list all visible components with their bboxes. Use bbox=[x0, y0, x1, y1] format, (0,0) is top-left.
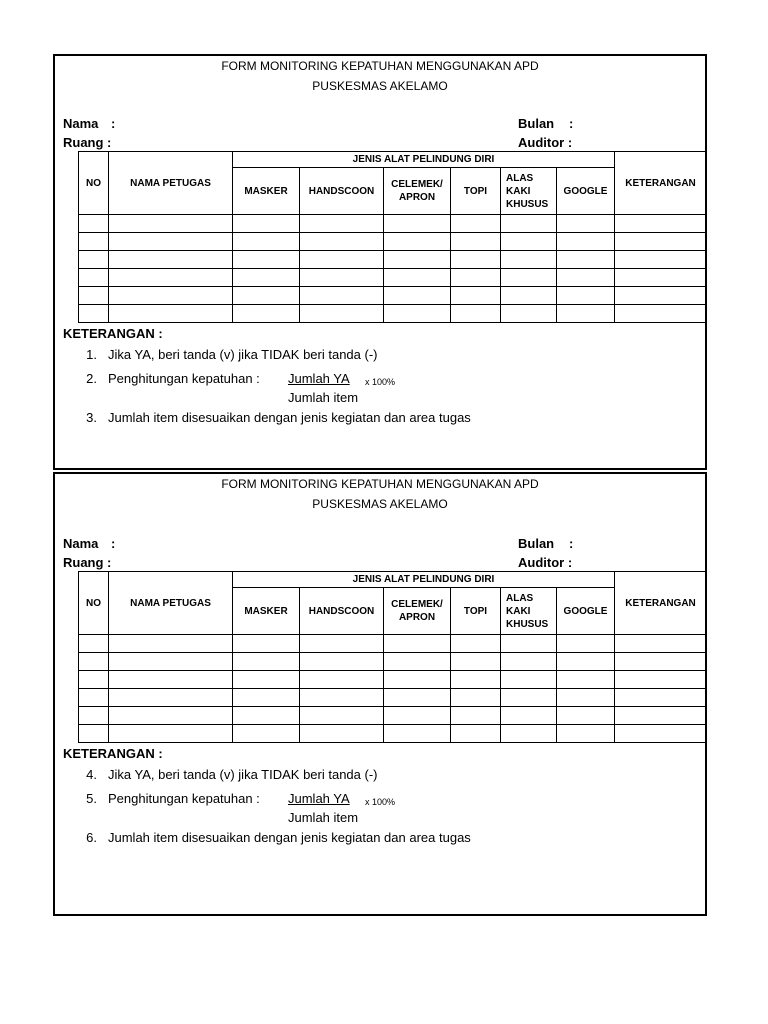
note-text: Penghitungan kepatuhan : bbox=[108, 371, 260, 386]
jenis-apd-group-header: JENIS ALAT PELINDUNG DIRI bbox=[233, 152, 615, 168]
ruang-label: Ruang bbox=[63, 135, 104, 150]
table-row[interactable] bbox=[79, 233, 707, 251]
col-celemek-header: CELEMEK/ APRON bbox=[384, 588, 451, 635]
formula-numerator: Jumlah YA bbox=[288, 791, 350, 806]
note-text: Jika YA, beri tanda (v) jika TIDAK beri tanda (-) bbox=[108, 767, 378, 782]
nama-label: Nama bbox=[63, 536, 99, 551]
note-text: Jumlah item disesuaikan dengan jenis kegiatan dan area tugas bbox=[108, 410, 471, 425]
col-google-header: GOOGLE bbox=[557, 588, 615, 635]
jenis-apd-group-header: JENIS ALAT PELINDUNG DIRI bbox=[233, 572, 615, 588]
note-text: Penghitungan kepatuhan : bbox=[108, 791, 260, 806]
auditor-label: Auditor : bbox=[518, 555, 573, 570]
formula-multiplier: x 100% bbox=[365, 377, 396, 387]
form-subtitle: PUSKESMAS AKELAMO bbox=[312, 497, 448, 511]
col-celemek-header: CELEMEK/ APRON bbox=[384, 168, 451, 215]
keterangan-heading: KETERANGAN : bbox=[63, 326, 163, 341]
formula-denominator: Jumlah item bbox=[288, 390, 359, 405]
col-google-header: GOOGLE bbox=[557, 168, 615, 215]
col-masker-header: MASKER bbox=[233, 168, 300, 215]
apd-table bbox=[78, 151, 707, 323]
note-number: 2. bbox=[86, 371, 97, 386]
bulan-label: Bulan bbox=[518, 536, 555, 551]
ruang-label: Ruang bbox=[63, 555, 104, 570]
col-masker-header: MASKER bbox=[233, 588, 300, 635]
table-row[interactable] bbox=[79, 671, 707, 689]
form-title: FORM MONITORING KEPATUHAN MENGGUNAKAN APD bbox=[221, 477, 539, 491]
table-row[interactable] bbox=[79, 635, 707, 653]
formula-multiplier: x 100% bbox=[365, 797, 396, 807]
formula-numerator: Jumlah YA bbox=[288, 371, 350, 386]
table-row[interactable] bbox=[79, 215, 707, 233]
note-number: 5. bbox=[86, 791, 97, 806]
table-row[interactable] bbox=[79, 269, 707, 287]
auditor-label: Auditor : bbox=[518, 135, 573, 150]
apd-form-1 bbox=[53, 54, 707, 470]
table-row[interactable] bbox=[79, 653, 707, 671]
table-row[interactable] bbox=[79, 707, 707, 725]
ruang-colon: : bbox=[107, 135, 112, 150]
keterangan-heading: KETERANGAN : bbox=[63, 746, 163, 761]
form-title: FORM MONITORING KEPATUHAN MENGGUNAKAN APD bbox=[221, 59, 539, 73]
form-subtitle: PUSKESMAS AKELAMO bbox=[312, 79, 448, 93]
note-text: Jika YA, beri tanda (v) jika TIDAK beri tanda (-) bbox=[108, 347, 378, 362]
table-row[interactable] bbox=[79, 305, 707, 323]
table-row[interactable] bbox=[79, 251, 707, 269]
note-number: 4. bbox=[86, 767, 97, 782]
table-row[interactable] bbox=[79, 689, 707, 707]
nama-colon: : bbox=[111, 116, 116, 131]
col-no-header: NO bbox=[79, 572, 109, 635]
table-row[interactable] bbox=[79, 725, 707, 743]
col-topi-header: TOPI bbox=[451, 588, 501, 635]
note-number: 6. bbox=[86, 830, 97, 845]
nama-colon: : bbox=[111, 536, 116, 551]
bulan-label: Bulan bbox=[518, 116, 555, 131]
table-row[interactable] bbox=[79, 287, 707, 305]
ruang-colon: : bbox=[107, 555, 112, 570]
col-no-header: NO bbox=[79, 152, 109, 215]
col-topi-header: TOPI bbox=[451, 168, 501, 215]
col-handscoon-header: HANDSCOON bbox=[300, 168, 384, 215]
bulan-colon: : bbox=[569, 536, 574, 551]
col-alas-kaki-header: ALAS KAKI KHUSUS bbox=[501, 588, 557, 635]
note-number: 1. bbox=[86, 347, 97, 362]
formula-denominator: Jumlah item bbox=[288, 810, 359, 825]
note-number: 3. bbox=[86, 410, 97, 425]
col-keterangan-header: KETERANGAN bbox=[615, 152, 707, 215]
apd-table bbox=[78, 571, 707, 743]
apd-form-2 bbox=[53, 472, 707, 916]
col-keterangan-header: KETERANGAN bbox=[615, 572, 707, 635]
col-alas-kaki-header: ALAS KAKI KHUSUS bbox=[501, 168, 557, 215]
col-nama-header: NAMA PETUGAS bbox=[109, 572, 233, 635]
nama-label: Nama bbox=[63, 116, 99, 131]
note-text: Jumlah item disesuaikan dengan jenis kegiatan dan area tugas bbox=[108, 830, 471, 845]
bulan-colon: : bbox=[569, 116, 574, 131]
col-handscoon-header: HANDSCOON bbox=[300, 588, 384, 635]
col-nama-header: NAMA PETUGAS bbox=[109, 152, 233, 215]
